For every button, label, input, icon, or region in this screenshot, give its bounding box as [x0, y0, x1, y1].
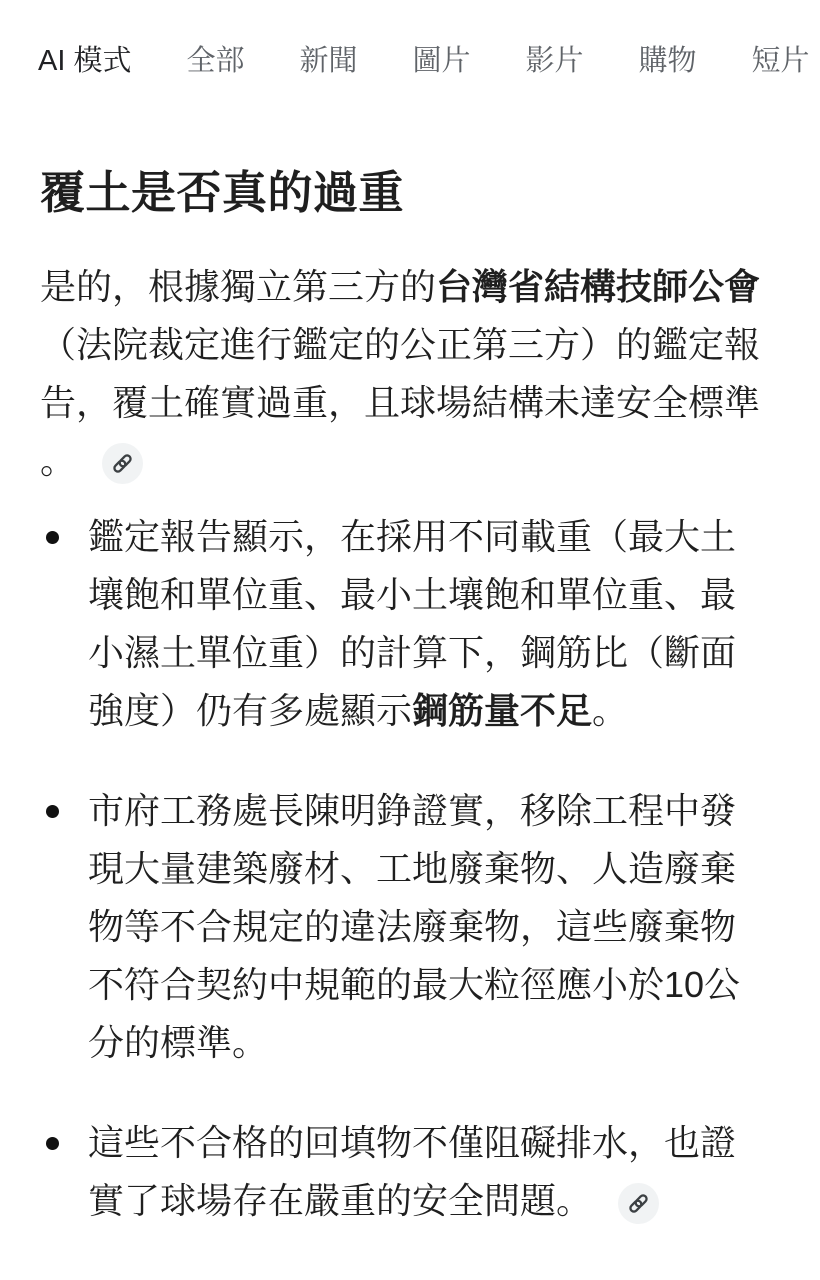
- text-segment: （法院裁定進行鑑定的公正第三方）的鑑定報告，覆土確實過重，且球場結構未達安全標準。: [40, 324, 761, 481]
- tab-videos[interactable]: 影片: [526, 42, 584, 80]
- bold-text: 台灣省結構技師公會: [436, 266, 761, 307]
- bullet-dot: [46, 805, 59, 818]
- bullet-dot: [46, 1137, 59, 1150]
- bullet-item: [40, 508, 780, 740]
- tab-ai-mode[interactable]: AI 模式: [38, 42, 131, 80]
- answer-paragraph: [40, 258, 780, 490]
- bullet-dot: [46, 531, 59, 544]
- ai-answer: [0, 168, 820, 1230]
- bullet-text: [88, 516, 736, 731]
- tab-short-videos[interactable]: 短片: [752, 42, 810, 80]
- tab-all[interactable]: 全部: [186, 42, 244, 80]
- link-icon: [627, 1192, 650, 1215]
- tab-images[interactable]: 圖片: [413, 42, 471, 80]
- bullet-item: [40, 782, 780, 1072]
- bullet-text: [88, 1122, 736, 1221]
- search-tabs: [0, 0, 820, 80]
- text-segment: 。: [592, 690, 629, 731]
- bullet-text: [88, 790, 740, 1063]
- bullet-item: [40, 1114, 780, 1230]
- link-icon: [111, 452, 134, 475]
- bold-text: 鋼筋量不足: [412, 690, 593, 731]
- text-segment: 是的，根據獨立第三方的: [40, 266, 437, 307]
- text-segment: 市府工務處長陳明錚證實，移除工程中發現大量建築廢材、工地廢棄物、人造廢棄物等不合規定的違法廢棄物，這些廢棄物不符合契約中規範的最大粒徑應小於10公分的標準。: [88, 790, 741, 1063]
- text-segment: 這些不合格的回填物不僅阻礙排水，也證實了球場存在嚴重的安全問題。: [88, 1122, 737, 1221]
- text-segment: 鑑定報告顯示，在採用不同載重（最大土壤飽和單位重、最小土壤飽和單位重、最小濕土單位重）的計算下，鋼筋比（斷面強度）仍有多處顯示: [88, 516, 737, 731]
- tab-shopping[interactable]: 購物: [639, 42, 697, 80]
- answer-heading: 覆土是否真的過重: [40, 167, 405, 218]
- answer-bullet-list: [40, 508, 780, 1230]
- citation-link-chip[interactable]: [102, 443, 143, 484]
- citation-link-chip[interactable]: [618, 1183, 659, 1224]
- tab-news[interactable]: 新聞: [299, 42, 357, 80]
